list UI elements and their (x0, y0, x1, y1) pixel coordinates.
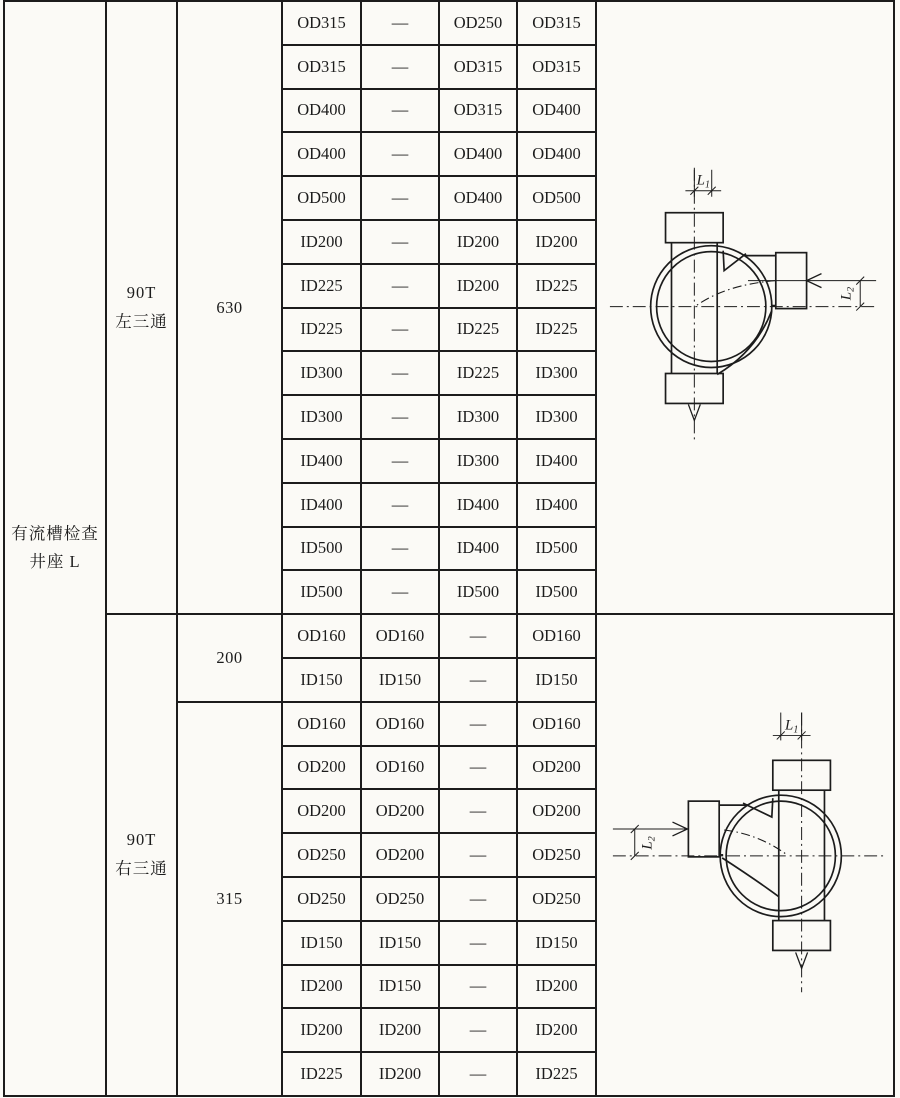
spec-cell: ID400 (282, 439, 361, 483)
spec-cell: ID300 (282, 351, 361, 395)
spec-table-body (4, 1, 894, 1096)
spec-cell: ID150 (517, 658, 596, 702)
spec-cell: OD200 (282, 789, 361, 833)
spec-cell: OD160 (361, 614, 439, 658)
spec-cell: OD315 (282, 1, 361, 45)
spec-cell: ID200 (282, 1008, 361, 1052)
spec-cell: ID300 (517, 395, 596, 439)
spec-cell: OD160 (517, 702, 596, 746)
spec-cell: — (361, 483, 439, 527)
spec-cell: — (439, 614, 517, 658)
spec-cell: ID225 (517, 308, 596, 352)
spec-cell: ID300 (282, 395, 361, 439)
spec-cell: — (361, 527, 439, 571)
spec-cell: ID200 (517, 220, 596, 264)
label-line: 90T (126, 282, 157, 302)
spec-cell: ID200 (517, 1008, 596, 1052)
spec-cell: — (361, 395, 439, 439)
spec-cell: ID150 (361, 965, 439, 1009)
spec-cell: — (361, 264, 439, 308)
spec-cell: ID400 (517, 439, 596, 483)
branch-pipe (688, 801, 748, 857)
spec-cell: OD400 (439, 176, 517, 220)
spec-cell: — (439, 833, 517, 877)
spec-cell: OD200 (517, 746, 596, 790)
main-size-cell: 630 (177, 1, 282, 614)
spec-cell: OD160 (361, 746, 439, 790)
spec-cell: ID400 (439, 483, 517, 527)
spec-cell: OD200 (282, 746, 361, 790)
spec-cell: OD315 (439, 45, 517, 89)
dimension-l2 (613, 822, 688, 860)
spec-cell: ID500 (282, 527, 361, 571)
spec-cell: ID225 (517, 1052, 596, 1096)
spec-cell: OD315 (517, 45, 596, 89)
spec-cell: ID200 (517, 965, 596, 1009)
pipe-fitting-spec-table (3, 0, 895, 1097)
spec-cell: ID150 (361, 921, 439, 965)
centerlines (613, 713, 883, 993)
spec-cell: ID150 (282, 658, 361, 702)
spec-cell: OD160 (282, 614, 361, 658)
spec-cell: ID200 (439, 220, 517, 264)
spec-cell: — (361, 220, 439, 264)
spec-cell: OD200 (361, 789, 439, 833)
spec-cell: ID225 (439, 351, 517, 395)
spec-cell: ID200 (282, 220, 361, 264)
spec-cell: OD400 (439, 132, 517, 176)
spec-cell: ID300 (439, 439, 517, 483)
label-line: 90T (126, 830, 157, 850)
spec-cell: ID150 (282, 921, 361, 965)
fitting-type-cell (106, 1, 177, 614)
spec-cell: — (361, 439, 439, 483)
spec-cell: OD250 (439, 1, 517, 45)
spec-cell: OD400 (517, 132, 596, 176)
spec-cell: OD200 (517, 789, 596, 833)
spec-cell: OD250 (517, 833, 596, 877)
spec-cell: ID400 (439, 527, 517, 571)
spec-cell: ID225 (517, 264, 596, 308)
l1-label: $L_1$ (696, 172, 710, 191)
spec-cell: — (439, 965, 517, 1009)
spec-cell: OD315 (439, 89, 517, 133)
label-line: 左三通 (115, 311, 168, 331)
spec-cell: — (439, 877, 517, 921)
spec-cell: ID300 (517, 351, 596, 395)
spec-cell: OD400 (517, 89, 596, 133)
spec-cell: ID300 (439, 395, 517, 439)
dimension-l1 (685, 170, 721, 197)
spec-cell: — (361, 132, 439, 176)
diagram-left-tee (596, 1, 894, 614)
spec-cell: — (361, 1, 439, 45)
l1-label: $L_1$ (785, 717, 799, 736)
label-line: 井座 L (29, 552, 81, 572)
spec-cell: OD400 (282, 132, 361, 176)
spec-cell: ID225 (282, 264, 361, 308)
table-row (4, 614, 894, 658)
spec-cell: OD250 (282, 877, 361, 921)
spec-cell: ID400 (517, 483, 596, 527)
spec-cell: ID500 (517, 570, 596, 614)
flow-path-centerline (724, 830, 786, 854)
l2-label: $L_2$ (838, 286, 857, 301)
spec-cell: — (361, 45, 439, 89)
spec-cell: ID225 (282, 308, 361, 352)
spec-cell: ID200 (439, 264, 517, 308)
dimension-l2 (748, 274, 876, 311)
spec-cell: — (439, 789, 517, 833)
spec-cell: ID150 (361, 658, 439, 702)
spec-cell: OD250 (361, 877, 439, 921)
spec-cell: ID500 (439, 570, 517, 614)
spec-cell: OD250 (517, 877, 596, 921)
spec-cell: — (439, 921, 517, 965)
spec-cell: ID200 (361, 1052, 439, 1096)
main-size-cell: 200 (177, 614, 282, 702)
spec-cell: OD315 (517, 1, 596, 45)
dimension-l1 (773, 713, 811, 741)
main-size-cell: 315 (177, 702, 282, 1096)
label-line: 有流槽检查 (11, 523, 99, 543)
spec-cell: OD315 (282, 45, 361, 89)
spec-cell: — (361, 351, 439, 395)
spec-cell: ID225 (282, 1052, 361, 1096)
spec-cell: OD200 (361, 833, 439, 877)
fitting-type-cell (106, 614, 177, 1096)
spec-cell: — (361, 89, 439, 133)
spec-cell: OD500 (282, 176, 361, 220)
well-seat-label-cell (4, 1, 106, 1096)
spec-cell: — (361, 308, 439, 352)
spec-cell: — (439, 658, 517, 702)
spec-cell: OD400 (282, 89, 361, 133)
spec-cell: — (439, 1052, 517, 1096)
table-row (4, 1, 894, 45)
spec-cell: OD160 (282, 702, 361, 746)
spec-cell: ID400 (282, 483, 361, 527)
spec-cell: OD500 (517, 176, 596, 220)
l2-label: $L_2$ (639, 836, 658, 850)
spec-cell: — (439, 702, 517, 746)
left-tee-drawing (597, 2, 893, 613)
spec-cell: — (439, 1008, 517, 1052)
spec-cell: OD160 (361, 702, 439, 746)
spec-cell: ID500 (282, 570, 361, 614)
well-body (651, 246, 772, 375)
spec-cell: ID500 (517, 527, 596, 571)
right-tee-drawing (597, 615, 893, 1095)
spec-cell: OD160 (517, 614, 596, 658)
label-line: 右三通 (115, 859, 168, 879)
spec-cell: OD250 (282, 833, 361, 877)
spec-cell: ID225 (439, 308, 517, 352)
spec-cell: ID200 (282, 965, 361, 1009)
spec-cell: — (361, 570, 439, 614)
branch-socket (688, 801, 719, 857)
channel-notch (743, 798, 773, 817)
spec-cell: ID200 (361, 1008, 439, 1052)
spec-cell: — (361, 176, 439, 220)
diagram-right-tee (596, 614, 894, 1096)
spec-cell: — (439, 746, 517, 790)
spec-cell: ID150 (517, 921, 596, 965)
